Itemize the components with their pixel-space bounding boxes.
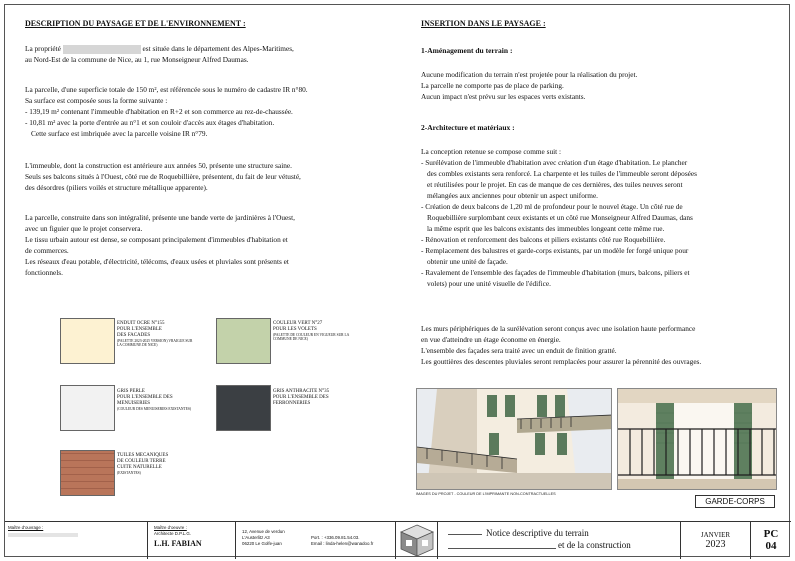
section-3-text: Les murs périphériques de la surélévation seront conçus avec une isolation haute performance en vue d'atteindre un étage économe en énergie. L'ensemble des façades sera traité avec un enduit de finition gratté. Les gouttières des descentes pluviales seront remplacées pour assurer la pérennité des ouvrages. (421, 324, 702, 366)
address-cell: 12, Avenue de verdun L'Austerlitz A3 06220 Le Golfe-juan Port. : +336.09.81.54.03. Email : linda-helen@wanadoo.fr (236, 522, 396, 559)
title-block (5, 521, 791, 558)
architect-name: L.H. FABIAN (154, 539, 202, 548)
date-cell: JANVIER 2023 (681, 522, 751, 559)
pc-number-cell: PC 04 (763, 528, 779, 552)
maitre-oeuvre-cell: Maître d'oeuvre : Architecte D.P.L.G. L.H. FABIAN (148, 522, 236, 559)
left-paragraph-3: L'immeuble, dont la construction est antérieure aux années 50, présente une structure saine. Seuls ses balcons situés à l'Ouest, côté rue de Roquebillière, présentent, du fait de leur vétusté, des désordres (piliers voilés et structure métallique apparente). (25, 161, 301, 192)
architect-logo (396, 522, 438, 559)
swatch-label-vert-volets: COULEUR VERT N°27 POUR LES VOLETS (PALETTE DE COULEUR EN VIGUEUR SUR LA COMMUNE DE NICE) (273, 321, 350, 342)
logo-cell (396, 522, 438, 559)
document-sheet (4, 4, 790, 557)
swatch-gris-perle (60, 385, 115, 431)
swatch-vert-volets (216, 318, 271, 364)
section-2-heading: 2-Architecture et matériaux : (421, 123, 515, 132)
swatch-tuiles (60, 450, 115, 496)
left-paragraph-2: La parcelle, d'une superficie totale de 150 m², est référencée sous le numéro de cadastre IR n°80. Sa surface est composée sous la forme suivante : - 139,19 m² contenant l'immeuble d'habitation en R+2 et son commerce au rez-de-chaussée. - 10,81 m² avec la porte d'entrée au n°1 et son couloir d'accès aux étages d'habitation. Cette surface est imbriquée avec la parcelle voisine IR n°79. (25, 85, 308, 138)
left-title: DESCRIPTION DU PAYSAGE ET DE L'ENVIRONNEMENT : (25, 19, 246, 28)
section-1-text: Aucune modification du terrain n'est projetée pour la réalisation du projet. La parcelle ne comporte pas de place de parking. Aucun impact n'est prévu sur les espaces verts existants. (421, 70, 638, 101)
document-title-line-2: et de la construction (558, 540, 631, 550)
section-1-heading: 1-Aménagement du terrain : (421, 46, 513, 55)
garde-corps-label: GARDE-CORPS (695, 495, 775, 508)
images-caption: IMAGES DU PROJET - COULEUR DE L'IMPRIMANTE NON-CONTRACTUELLES (416, 492, 556, 496)
document-title-line-1: Notice descriptive du terrain (486, 528, 589, 538)
swatch-label-enduit-ocre: ENDUIT OCRE N°155 POUR L'ENSEMBLE DES FACADES (PALETTE 2023-2025 VERSION) VRAIGUE SUR LA COMMUNE DE NICE) (117, 321, 193, 348)
swatch-enduit-ocre (60, 318, 115, 364)
redacted-maitre-ouvrage (8, 533, 78, 537)
left-paragraph-4: La parcelle, construite dans son intégralité, présente une bande verte de jardinières à l'Ouest, avec un figuier que le projet conservera. Le tissu urbain autour est dense, se composant principalement d'immeubles d'habitation et de commerces. Les réseaux d'eau potable, d'électricité, télécoms, d'eaux usées et pluviales sont présents et fonctionnels. (25, 213, 295, 277)
garde-corps-image (617, 388, 777, 490)
swatch-label-gris-anthracite: GRIS ANTHRACITE N°35 POUR L'ENSEMBLE DES FERRONNERIES (273, 389, 330, 406)
swatch-label-tuiles: TUILES MECANIQUES DE COULEUR TERRE CUITE NATURELLE (EXISTANTES) (117, 453, 169, 475)
swatch-gris-anthracite (216, 385, 271, 431)
maitre-ouvrage-cell: Maître d'ouvrage : (5, 522, 148, 559)
building-render-image (416, 388, 612, 490)
swatch-label-gris-perle: GRIS PERLE POUR L'ENSEMBLE DES MENUISERIES (COULEUR DES MENUISERIES EXISTANTES) (117, 389, 192, 411)
right-title: INSERTION DANS LE PAYSAGE : (421, 19, 546, 28)
section-2-text: La conception retenue se compose comme suit : - Surélévation de l'immeuble d'habitation avec création d'un étage d'habitation. Le plancher des combles existants sera renforcé. La charpente et les tuiles de l'immeuble seront déposées et réutilisées pour le projet. En cas de manque de ces dernières, des tuiles neuves seront mélangées aux anciennes pour obtenir un aspect uniforme. - Création de deux balcons de 1,20 ml de profondeur pour le nouvel étage. Un côté rue de Roquebillière surplombant ceux existants et un côté rue Monseigneur Alfred Daumas, dans la même esprit que les balcons existants des immeubles longeant cette même rue. - Rénovation et renforcement des balcons et piliers existants côté rue Roquebillière. - Remplacement des balustres et garde-corps existants, par un modèle fer forgé unique pour obtenir une unité de façade. - Ravalement de l'ensemble des façades de l'immeuble d'habitation (murs, balcons, piliers et volets) pour une unité visuelle de l'édifice. (421, 147, 697, 288)
redacted-owner (63, 45, 141, 54)
title-cell (438, 522, 681, 559)
left-paragraph-1: La propriété est située dans le département des Alpes-Maritimes, au Nord-Est de la commune de Nice, au 1, rue Monseigneur Alfred Daumas. (25, 44, 294, 64)
